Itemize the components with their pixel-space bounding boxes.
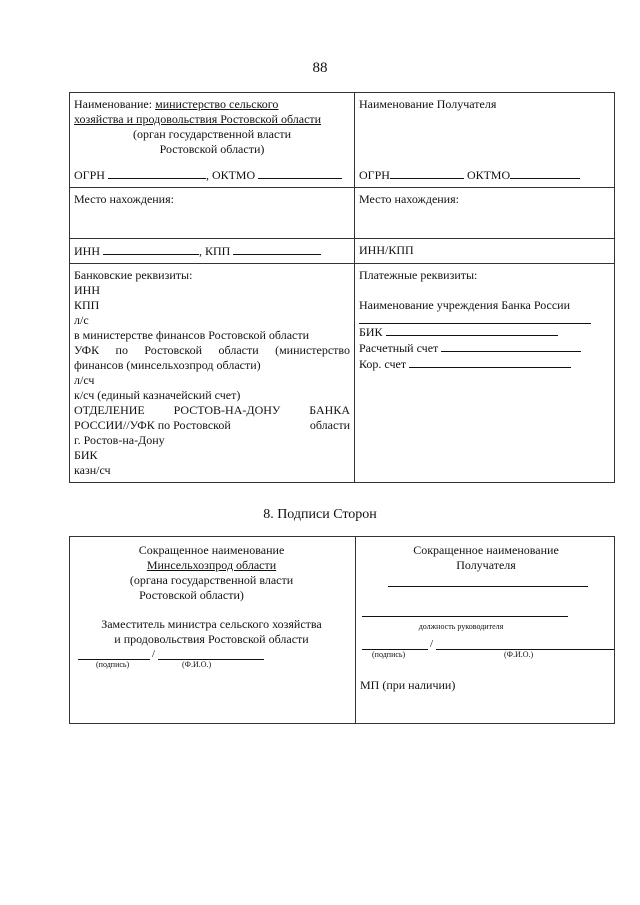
- payer-oktmo-blank: [258, 167, 342, 179]
- recipient-short-name-label: Сокращенное наименование: [413, 543, 559, 557]
- requisites-table: [69, 92, 615, 483]
- payer-name-label: Наименование:: [74, 97, 153, 111]
- payer-name-value-cont: хозяйства и продовольствия Ростовской области: [74, 112, 322, 126]
- recipient-sign-slash: /: [430, 638, 434, 650]
- recipient-ogrn-blank: [390, 167, 464, 179]
- payer-location-cell: [70, 188, 355, 239]
- signatures-row: [70, 537, 615, 724]
- bank-bik: БИК: [74, 448, 98, 462]
- payer-ogrn-label: ОГРН: [74, 168, 105, 182]
- recipient-sign-caption: (подпись): [372, 650, 406, 659]
- payer-sign-line: [78, 648, 345, 660]
- pay-bik-label: БИК: [359, 325, 383, 339]
- bank-branch: [74, 403, 350, 418]
- payer-sign-captions: [78, 660, 345, 670]
- bank-inn: ИНН: [74, 283, 100, 297]
- payer-inn-cell: [70, 239, 355, 264]
- bank-ufk-cont: финансов (минсельхозпрод области): [74, 358, 261, 372]
- payer-name-note-cont: Ростовской области): [159, 142, 265, 156]
- payer-sign-blank: [78, 648, 150, 660]
- payer-position: Заместитель министра сельского хозяйства: [101, 617, 322, 631]
- bank-branch-cont-right: области: [309, 418, 350, 432]
- recipient-inn-kpp-label: ИНН/КПП: [359, 243, 414, 257]
- recipient-name-cell: [355, 93, 615, 188]
- location-row: [70, 188, 615, 239]
- pay-corr-blank: [409, 356, 571, 368]
- payer-kpp-label: , КПП: [199, 244, 231, 258]
- recipient-fio-caption: (Ф.И.О.): [504, 650, 534, 659]
- recipient-head-blank: [362, 605, 568, 617]
- payer-fio-blank: [158, 648, 264, 660]
- payer-position-cont: и продовольствия Ростовской области: [114, 632, 309, 646]
- pay-bank-name: Наименование учреждения Банка России: [359, 298, 570, 312]
- recipient-signature-cell: [356, 537, 615, 724]
- recipient-name-label: Наименование Получателя: [359, 97, 497, 111]
- bank-branch-cont: [74, 418, 350, 433]
- recipient-label: Получателя: [456, 558, 516, 572]
- bank-title: Банковские реквизиты:: [74, 268, 193, 282]
- bank-ls: л/с: [74, 313, 89, 327]
- payer-location-label: Место нахождения:: [74, 192, 174, 206]
- recipient-inn-cell: [355, 239, 615, 264]
- bank-branch-cont-left: РОССИИ//УФК по Ростовской: [74, 418, 231, 432]
- bank-minfin: в министерстве финансов Ростовской области: [74, 328, 310, 342]
- page-number: 88: [312, 60, 328, 76]
- pay-account-blank: [441, 340, 581, 352]
- payer-name-note: (орган государственной власти: [132, 127, 291, 141]
- bank-ufk: УФК по Ростовской области (министерство: [74, 343, 350, 357]
- payer-org-note: (органа государственной власти: [129, 573, 294, 587]
- payer-short-name: Минсельхозпрод области: [146, 558, 277, 572]
- payer-signature-cell: [70, 537, 356, 724]
- payer-fio-caption: (Ф.И.О.): [182, 660, 212, 669]
- recipient-sign-blank: [362, 638, 428, 650]
- pay-title: Платежные реквизиты:: [359, 268, 478, 282]
- payer-name-value: министерство сельского: [155, 97, 279, 111]
- bank-kazn: казн/сч: [74, 463, 111, 477]
- bank-kpp: КПП: [74, 298, 100, 312]
- pay-bik-blank: [386, 324, 558, 336]
- bank-branch-word2: РОСТОВ-НА-ДОНУ: [173, 403, 281, 417]
- signatures-table: [69, 536, 615, 724]
- recipient-location-label: Место нахождения:: [359, 192, 459, 206]
- recipient-sign-captions: [358, 650, 614, 660]
- pay-account-label: Расчетный счет: [359, 341, 439, 355]
- payer-oktmo-label: , ОКТМО: [205, 168, 256, 182]
- head-caption: должность руководителя: [418, 622, 504, 631]
- stamp-label: МП (при наличии): [360, 678, 456, 692]
- bank-lsch: л/сч: [74, 373, 95, 387]
- recipient-pay-cell: [355, 264, 615, 483]
- inn-row: [70, 239, 615, 264]
- payer-ogrn-blank: [108, 167, 206, 179]
- bank-branch-word3: БАНКА: [309, 403, 350, 417]
- recipient-ogrn-label: ОГРН: [359, 168, 390, 182]
- bank-row: [70, 264, 615, 483]
- recipient-fio-blank: [436, 638, 614, 650]
- section-title: 8. Подписи Сторон: [263, 507, 377, 522]
- bank-city: г. Ростов-на-Дону: [74, 433, 165, 447]
- recipient-location-cell: [355, 188, 615, 239]
- payer-org-note-cont: Ростовской области): [139, 588, 244, 602]
- recipient-oktmo-blank: [510, 167, 580, 179]
- bank-branch-word1: ОТДЕЛЕНИЕ: [74, 403, 145, 417]
- payer-bank-cell: [70, 264, 355, 483]
- payer-inn-label: ИНН: [74, 244, 100, 258]
- payer-kpp-blank: [233, 243, 321, 255]
- recipient-oktmo-label: ОКТМО: [466, 168, 511, 182]
- pay-corr-label: Кор. счет: [359, 357, 407, 371]
- payer-short-name-label: Сокращенное наименование: [138, 543, 285, 557]
- payer-inn-blank: [103, 243, 199, 255]
- recipient-name-blank: [388, 575, 588, 587]
- name-row: [70, 93, 615, 188]
- pay-bank-name-blank: [359, 315, 591, 324]
- payer-sign-caption: (подпись): [96, 660, 130, 669]
- recipient-sign-line: [358, 638, 614, 650]
- sign-slash: /: [152, 648, 156, 660]
- payer-name-cell: [70, 93, 355, 188]
- bank-ksch: к/сч (единый казначейский счет): [74, 388, 241, 402]
